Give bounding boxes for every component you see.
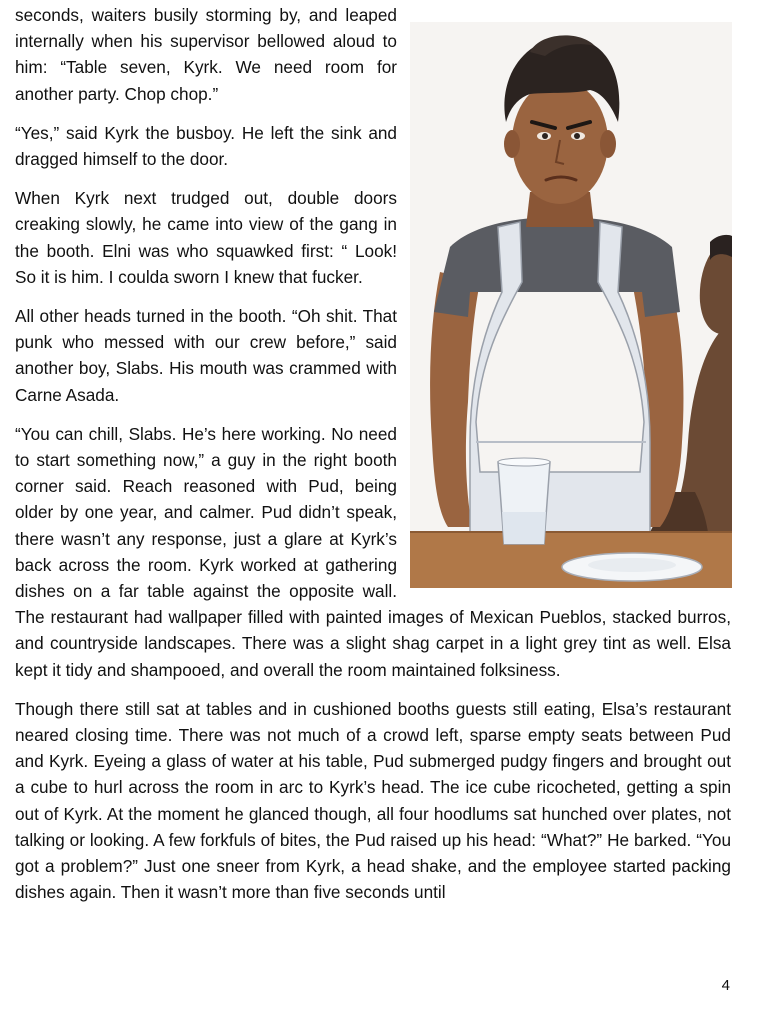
story-text [15, 2, 731, 919]
paragraph-4: All other heads turned in the booth. “Oh shit. That punk who messed with our crew before,” said another boy, Slabs. His mouth was crammed with Carne Asada. [15, 306, 397, 405]
page-number: 4 [721, 977, 730, 994]
paragraph-2: “Yes,” said Kyrk the busboy. He left the sink and dragged himself to the door. [15, 122, 397, 170]
paragraph-6: Though there still sat at tables and in cushioned booths guests still eating, Elsa’s restaurant neared closing time. There was not much of a crowd left, sparse empty seats between Pud and Kyrk. Eyeing a glass of water at his table, Pud submerged pudgy fingers and brought out a cube to hurl across the room in arc to Kyrk’s head. The ice cube ricocheted, getting a spin out of Kyrk. At the moment he glanced though, all four hoodlums sat hunched over plates, not talking or looking. A few forkfuls of bites, the Pud raised up his head: “What?” He barked. “You got a problem?” Just one sneer from Kyrk, a head shake, and the employee started packing dishes again. Then it wasn’t more than five seconds until [15, 698, 731, 903]
paragraph-1: seconds, waiters busily storming by, and leaped internally when his supervisor bellowed aloud to him: “Table seven, Kyrk. We need room for another party. Chop chop.” [15, 5, 397, 104]
paragraph-3: When Kyrk next trudged out, double doors creaking slowly, he came into view of the gang in the booth. Elni was who squawked first: “ Look! So it is him. I coulda sworn I knew that fucker. [15, 188, 397, 287]
paragraph-5: “You can chill, Slabs. He’s here working. No need to start something now,” a guy in the right booth corner said. Reach reasoned with Pud, being older by one year, and calmer. Pud didn’t speak, there wasn’t any response, just a glare at Kyrk’s back across the room. Kyrk worked at gathering dishes on a far table against the opposite wall. The restaurant had wallpaper filled with painted images of Mexican Pueblos, stacked burros, and countryside landscapes. There was a slight shag carpet in a light grey tint as well. Elsa kept it tidy and shampooed, and overall the room maintained folksiness. [15, 423, 731, 680]
